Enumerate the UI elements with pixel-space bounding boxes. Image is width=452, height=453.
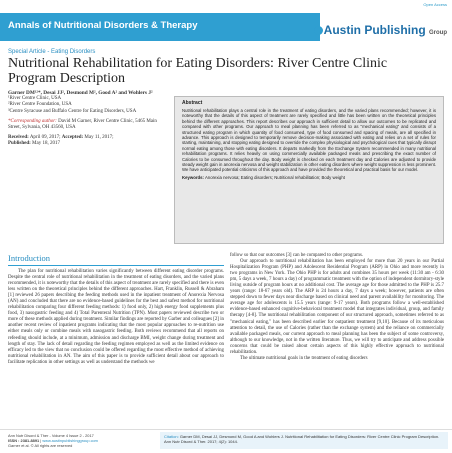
logo-circle-icon [314, 26, 323, 35]
citation-label: Citation: [164, 434, 179, 439]
keywords [182, 175, 436, 180]
footer-volume: Ann Nutr Disord & Ther - Volume 4 Issue 2 - 2017 [8, 433, 94, 438]
intro-paragraph-1: The plan for nutritional rehabilitation varies significantly between different eating disorder programs. Despite the central role of nutritional rehabilitation in the treatment of eating disorders, and the varied plans recommended, it is noteworthy that the details of this aspect of treatment are rarely specified and there is even less written on the theoretical principles behind the different approaches. Hart, Franklin, Russell & Abraham [1] reviewed 26 papers describing the feeding methods used in the inpatient treatment of Anorexia Nervosa (AN) and concluded that there are no evidence-based guidelines for the best and safest method for nutritional rehabilitation comparing four different feeding methods: 1) food only, 2) high energy food supplements plus food, 3) nasogastric feeding and 4) Total Parenteral Nutrition (TPN). Most papers reviewed describe two or more of these methods applied during treatment. Similar findings are reported by Garber and colleagues [2] in another recent review of inpatient programs indicating that the most popular approaches to re-nutrition use either meals only or combine meals with nasogastric feeding. Both reviews recommend that all reports on refeeding should include, at a minimum, admission and discharge BMI, weight change during treatment and length of stay. The lack of detail regarding the feeding regimen employed as well as the limited evidence on efficacy led to the view that no conclusion could be offered regarding the most effective method of achieving nutritional rehabilitation in AN. The aim of this paper is to provide sufficient detail about our approach to facilitate replication in other settings as well as understand the methods we [8, 269, 224, 365]
corresponding-text: David M Garner, River Centre Clinic, 5465 Main Street, Sylvania, OH 43560, USA [8, 118, 157, 131]
citation-box [160, 432, 448, 449]
abstract-heading: Abstract [182, 100, 203, 106]
affiliation-2: ²River Centre Foundation, USA [8, 102, 72, 108]
intro-paragraph-3: The ultimate nutritional goals in the treatment of eating disorders [240, 355, 368, 361]
page-footer [0, 429, 452, 453]
body-column-right [230, 253, 444, 362]
affiliation-3: ³Centre Syracuse and Buffalo Centre for Eating Disorders, USA [8, 108, 137, 114]
footer-journal-info: Ann Nutr Disord & Ther - Volume 4 Issue 2 - 2017 ISSN : 2381-8891 | www.austinpublishinggroup.com Garner et al. © All rights are reserved [8, 433, 153, 448]
keywords-label: Keywords: [182, 174, 204, 180]
publisher-group: Group [429, 30, 447, 36]
corresponding-label: *Corresponding author: [8, 118, 57, 124]
publisher-name: Austin Publishing [323, 23, 426, 37]
published-date: Published: May 18, 2017 [8, 141, 60, 147]
article-type: Special Article - Eating Disorders [8, 49, 96, 55]
intro-paragraph-2: Our approach to nutritional rehabilitation has been employed for more than 20 years in our Partial Hospitalization Program (PHP) and Adolescent Residential Program (ARP) in Ohio and more recently in two programs in New York. The Ohio PHP is for adults and combines 35 hours per week (11:30 am - 6:30 pm, 5 days a week, 7 hours a day) of programmatic treatment with the option of independent dormitory-style living outside of program hours at no additional cost. The average age for those admitted to the PHP is 25.7 years (range: 18-67 years old). The ARP is 24 hours a day, 7 days a week; however, patients are often stepped down to fewer days near discharge based on clinical need and parent availability for monitoring. The average age for adolescents is 15.5 years (range: 9-17 years). Both programs follow a well-established evidence-based enhanced cognitive-behavioral treatment model that integrates individual, group, and family therapy [4-8]. The nutritional rehabilitation component of our structured approach, sometimes referred to as "mechanical eating," has been described earlier for outpatient treatment [9,10]. Because of its meticulous attention to detail, the use of Calories (rather than the exchange system) and the reliance on commercially available packaged meals, our current approach to meal planning has been the subject of some controversy, although to our knowledge, not in the written literature. Thus, we will try to anticipate and address possible concerns that could be raised about certain aspects of this highly effective approach to nutritional rehabilitation. [230, 259, 444, 355]
author-block [8, 90, 168, 148]
keywords-text: Anorexia nervosa; Eating disorders; Nutritional rehabilitation; Body weight [204, 174, 345, 180]
corresponding-author [8, 119, 168, 131]
affiliation-1: ¹River Centre Clinic, USA [8, 96, 62, 102]
footer-issn: ISSN : 2381-8891 [8, 438, 40, 443]
article-title: Nutritional Rehabilitation for Eating Disorders: River Centre Clinic Program Description [8, 56, 388, 86]
abstract-text: Nutritional rehabilitation plays a central role in the treatment of eating disorders, and the varied plans recommended; however, it is noteworthy that the details of this aspect of treatment are rarely specified and little has been written on the theoretical principles behind the different approaches. This report describes our approach in sufficient detail to allow our outcomes to be replicated and compared with other programs. Our approach to meal planning has been referred to as "mechanical eating" and consists of a structured eating program in which quantity of food consumed, type of food consumed and spacing of meals, are all specified in advance. This approach is designed to temporarily remove decision-making associated with eating and relies on a set of rules for starting, maintaining, and stopping eating designed to override the complex physiological and psychological cues that typically disrupt normal eating among those with eating disorders. It departs markedly from the Exchange System recommended in many nutritional rehabilitation programs. It relies heavily on using commercially available packaged meals and prescribing the exact number of Calories to be consumed throughout the day. Body weight is checked on each treatment day and Calories are adjusted to provide steady weight gain in anorexia nervosa and weight stabilization in other eating disorders where weight suppression is less prominent. We have anticipated potential criticisms of this approach and have provided the theoretical and practical basis for our model. [182, 108, 436, 173]
citation-text: Garner DM, Desai JJ, Desmond M, Good A and Wohlers J. Nutritional Rehabilitation for Eating Disorders: River Centre Clinic Program Description. Ann Nutr Disord & Ther. 2017; 4(2): 1044. [164, 434, 440, 444]
publisher-logo-area [302, 13, 452, 41]
introduction-heading: Introduction [8, 253, 51, 263]
author-names: Garner DM¹²*, Desai JJ², Desmond M², Good A² and Wohlers J² [8, 90, 153, 96]
journal-header-band [0, 13, 452, 41]
journal-name: Annals of Nutritional Disorders & Therapy [8, 20, 198, 31]
footer-website-link[interactable]: www.austinpublishinggroup.com [42, 438, 98, 443]
publisher-logo [314, 23, 447, 37]
heading-divider [8, 265, 224, 266]
body-column-left [8, 269, 224, 366]
abstract-box [174, 96, 444, 244]
open-access-label: Open Access [423, 2, 447, 7]
footer-copyright: Garner et al. © All rights are reserved [8, 443, 73, 448]
received-date: Received: April 09, 2017; Accepted: May 11, 2017; [8, 135, 114, 141]
intro-paragraph-continued: follow so that our outcomes [3] can be compared to other programs. [230, 253, 364, 258]
